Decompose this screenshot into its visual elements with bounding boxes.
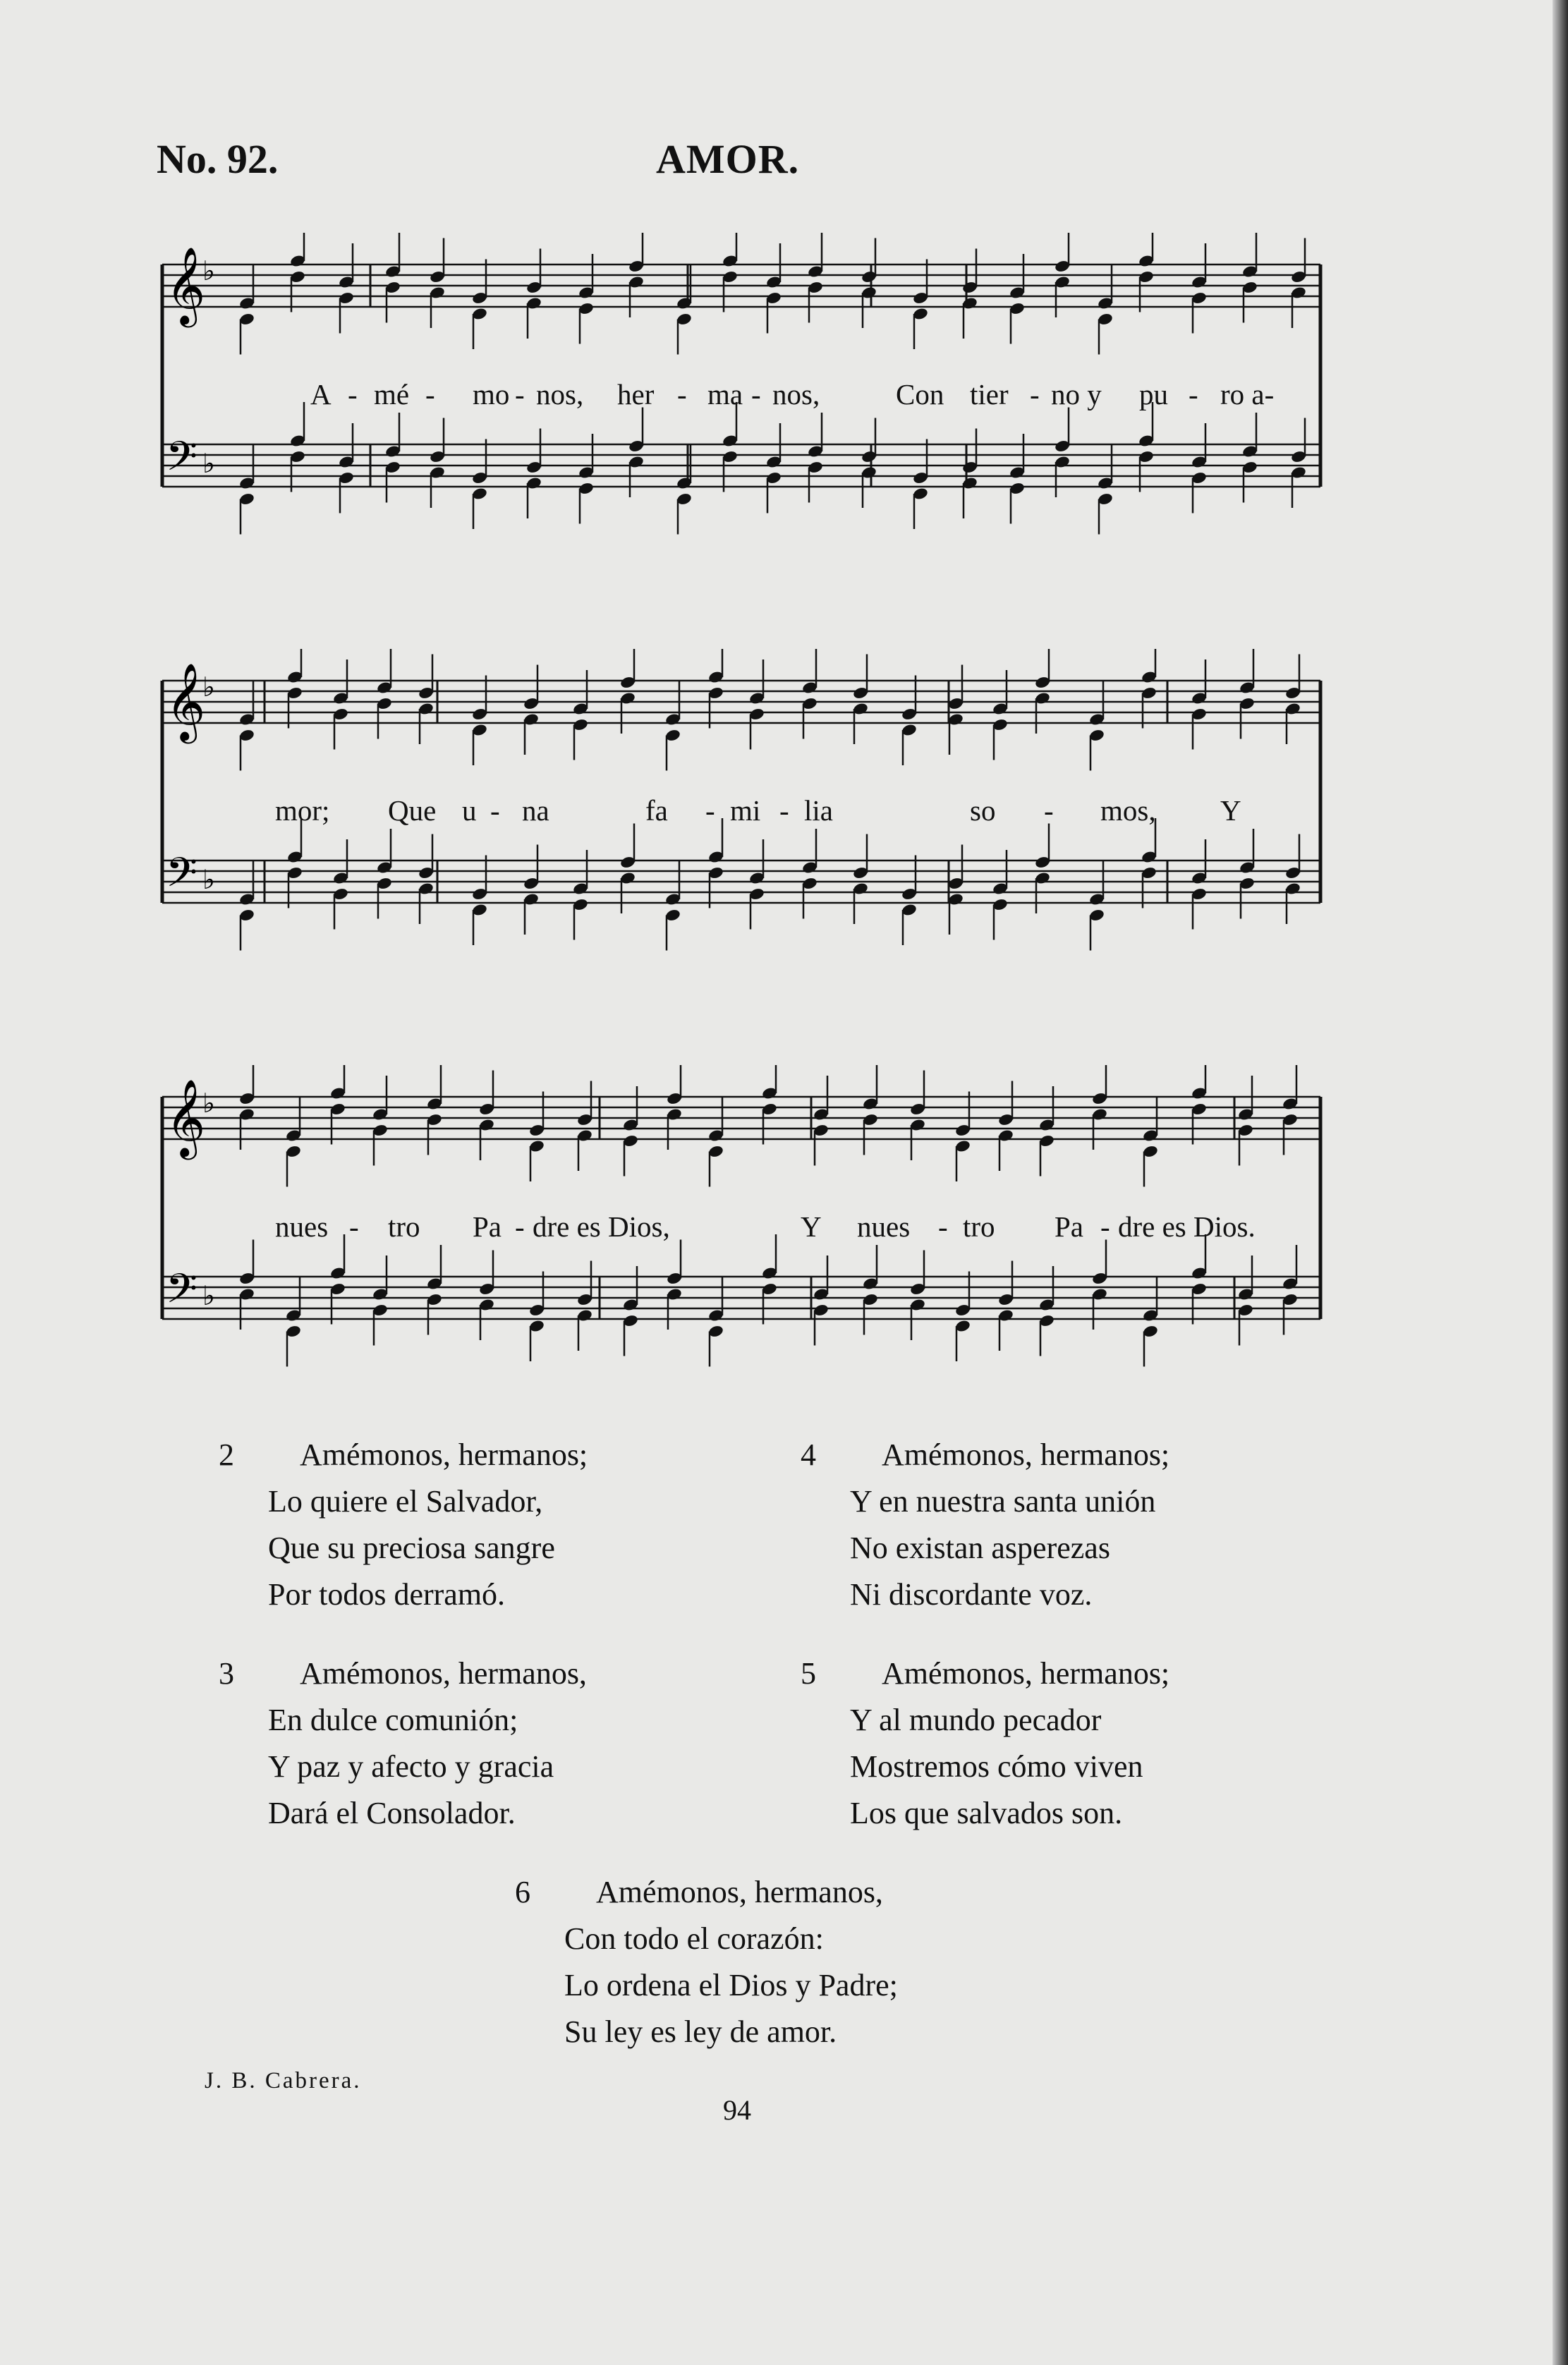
stanza-number: 6 bbox=[515, 1875, 530, 1909]
svg-text:♭: ♭ bbox=[202, 255, 215, 286]
stanza-5: 5 Amémonos, hermanos; Y al mundo pecador Mostremos cómo viven Los que salvados son. bbox=[850, 1650, 1169, 1837]
svg-text:𝄞: 𝄞 bbox=[166, 1079, 206, 1157]
page-number: 94 bbox=[723, 2094, 751, 2126]
svg-text:♭: ♭ bbox=[202, 864, 215, 895]
svg-text:𝄢: 𝄢 bbox=[166, 432, 198, 490]
music-system-1 bbox=[159, 233, 1326, 564]
stanza-number: 3 bbox=[219, 1656, 234, 1691]
svg-text:♭: ♭ bbox=[202, 1280, 215, 1311]
svg-text:♭: ♭ bbox=[202, 448, 215, 479]
svg-text:𝄢: 𝄢 bbox=[166, 1265, 198, 1323]
svg-text:♭: ♭ bbox=[202, 671, 215, 703]
hymn-number: No. 92. bbox=[157, 136, 279, 182]
hymn-title: AMOR. bbox=[656, 136, 800, 182]
music-system-2 bbox=[159, 649, 1326, 980]
stanza-number: 2 bbox=[219, 1437, 234, 1472]
composer-credit: J. B. Cabrera. bbox=[205, 2068, 362, 2093]
lyrics-row-1: A - mé - mo - nos, her - ma - nos, Con tier - no y pu - ro a- bbox=[310, 378, 1275, 411]
stanza-4: 4 Amémonos, hermanos; Y en nuestra santa unión No existan asperezas Ni discordante voz. bbox=[850, 1432, 1169, 1618]
stanza-2: 2 Amémonos, hermanos; Lo quiere el Salvador, Que su preciosa sangre Por todos derramó. bbox=[268, 1432, 588, 1618]
stanza-3: 3 Amémonos, hermanos, En dulce comunión; Y paz y afecto y gracia Dará el Consolador. bbox=[268, 1650, 587, 1837]
svg-text:𝄞: 𝄞 bbox=[166, 247, 206, 324]
lyrics-row-3: nues - tro Pa - dre es Dios, Y nues - tro Pa - dre es Dios. bbox=[275, 1210, 1256, 1243]
stanza-6: 6 Amémonos, hermanos, Con todo el corazón: Lo ordena el Dios y Padre; Su ley es ley de amor. bbox=[564, 1869, 898, 2055]
book-binding-shadow bbox=[1552, 0, 1568, 2365]
stanza-number: 4 bbox=[801, 1437, 816, 1472]
svg-text:𝄢: 𝄢 bbox=[166, 849, 198, 906]
music-system-3 bbox=[159, 1065, 1326, 1397]
svg-text:♭: ♭ bbox=[202, 1088, 215, 1119]
svg-text:𝄞: 𝄞 bbox=[166, 663, 206, 741]
stanza-number: 5 bbox=[801, 1656, 816, 1691]
lyrics-row-2: mor; Que u - na fa - mi - lia so - mos, Y bbox=[275, 794, 1241, 827]
